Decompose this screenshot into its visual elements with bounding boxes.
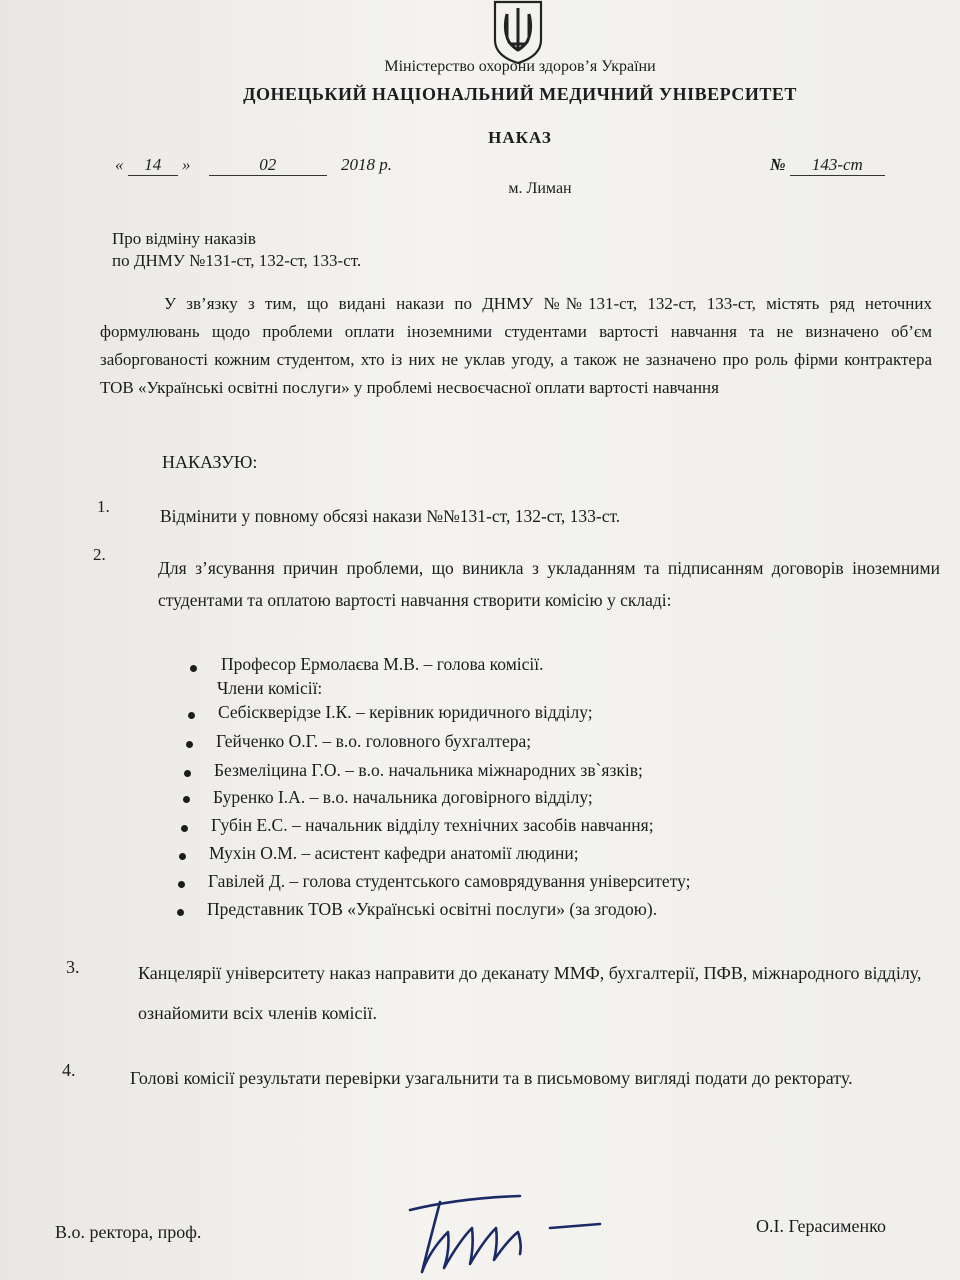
commission-member: Губін Е.С. – начальник відділу технічних засобів навчання; (211, 815, 654, 835)
date-open-quote: « (115, 155, 124, 174)
date-close-quote: » (182, 155, 191, 174)
order-number (770, 155, 885, 176)
item-3-number: 3. (66, 957, 80, 977)
preamble-paragraph: У зв’язку з тим, що видані накази по ДНМУ №№131-ст, 132-ст, 133-ст, містять ряд неточних формулювань щодо проблеми оплати іноземними студентами вартості навчання та не визначено об’єм заборгованості кожним студентом, хто із них не уклав угоду, а також не зазначено про роль фірми контрактера ТОВ «Українські освітні послуги» у проблемі несвоєчасної оплати вартості навчання (100, 294, 932, 397)
item-2-text: Для з’ясування причин проблеми, що виникла з укладанням та підписанням договорів іноземними студентами та оплатою вартості навчання створити комісію у складі: (158, 558, 940, 610)
item-1-number: 1. (97, 497, 110, 516)
subject-line-1: Про відміну наказів (112, 229, 256, 248)
handwritten-signature-icon (400, 1180, 610, 1280)
item-2-number: 2. (93, 545, 106, 564)
signatory-name: О.І. Герасименко (756, 1216, 886, 1236)
number-sign: № (770, 155, 786, 174)
commission-member: Безмеліцина Г.О. – в.о. начальника міжнародних зв`язків; (214, 760, 643, 780)
bullet (178, 881, 185, 888)
ministry-name: Міністерство охорони здоров’я України (384, 58, 656, 75)
university-name: ДОНЕЦЬКИЙ НАЦІОНАЛЬНИЙ МЕДИЧНИЙ УНІВЕРСИТЕТ (243, 84, 797, 104)
date-month: 02 (209, 155, 327, 176)
date-day: 14 (128, 155, 178, 176)
bullet (183, 796, 190, 803)
commission-member: Себіскверідзе І.К. – керівник юридичного відділу; (218, 702, 593, 722)
bullet (186, 741, 193, 748)
bullet (184, 770, 191, 777)
item-4-text: Голові комісії результати перевірки узагальнити та в письмовому вигляді подати до ректорату. (130, 1068, 853, 1088)
item-3-text: Канцелярії університету наказ направити до деканату ММФ, бухгалтерії, ПФВ, міжнародного відділу, ознайомити всіх членів комісії. (138, 963, 922, 1023)
city: м. Лиман (508, 180, 572, 197)
order-word: НАКАЗУЮ: (162, 452, 258, 472)
subject-line-2: по ДНМУ №131-ст, 132-ст, 133-ст. (112, 251, 362, 270)
document-title: НАКАЗ (488, 128, 552, 147)
commission-member: Представник ТОВ «Українські освітні послуги» (за згодою). (207, 899, 658, 919)
item-4-number: 4. (62, 1060, 76, 1080)
commission-member: Гавілей Д. – голова студентського самоврядування університету; (208, 871, 691, 891)
order-date (115, 155, 392, 176)
bullet (190, 665, 197, 672)
trident-emblem-icon (489, 0, 547, 64)
order-subject (112, 228, 361, 272)
commission-chair: Професор Ермолаєва М.В. – голова комісії. (221, 654, 544, 674)
bullet (177, 909, 184, 916)
commission-member: Буренко І.А. – в.о. начальника договірного відділу; (213, 787, 593, 807)
bullet (179, 853, 186, 860)
commission-member: Мухін О.М. – асистент кафедри анатомії людини; (209, 843, 579, 863)
date-year: 2018 р. (341, 155, 392, 174)
commission-members-label: Члени комісії: (217, 678, 323, 698)
number-value: 143-ст (790, 155, 885, 176)
commission-member: Гейченко О.Г. – в.о. головного бухгалтера; (216, 731, 532, 751)
item-1-text: Відмінити у повному обсязі накази №№131-ст, 132-ст, 133-ст. (160, 506, 621, 526)
signatory-position: В.о. ректора, проф. (55, 1222, 202, 1242)
bullet (181, 825, 188, 832)
bullet (188, 712, 195, 719)
